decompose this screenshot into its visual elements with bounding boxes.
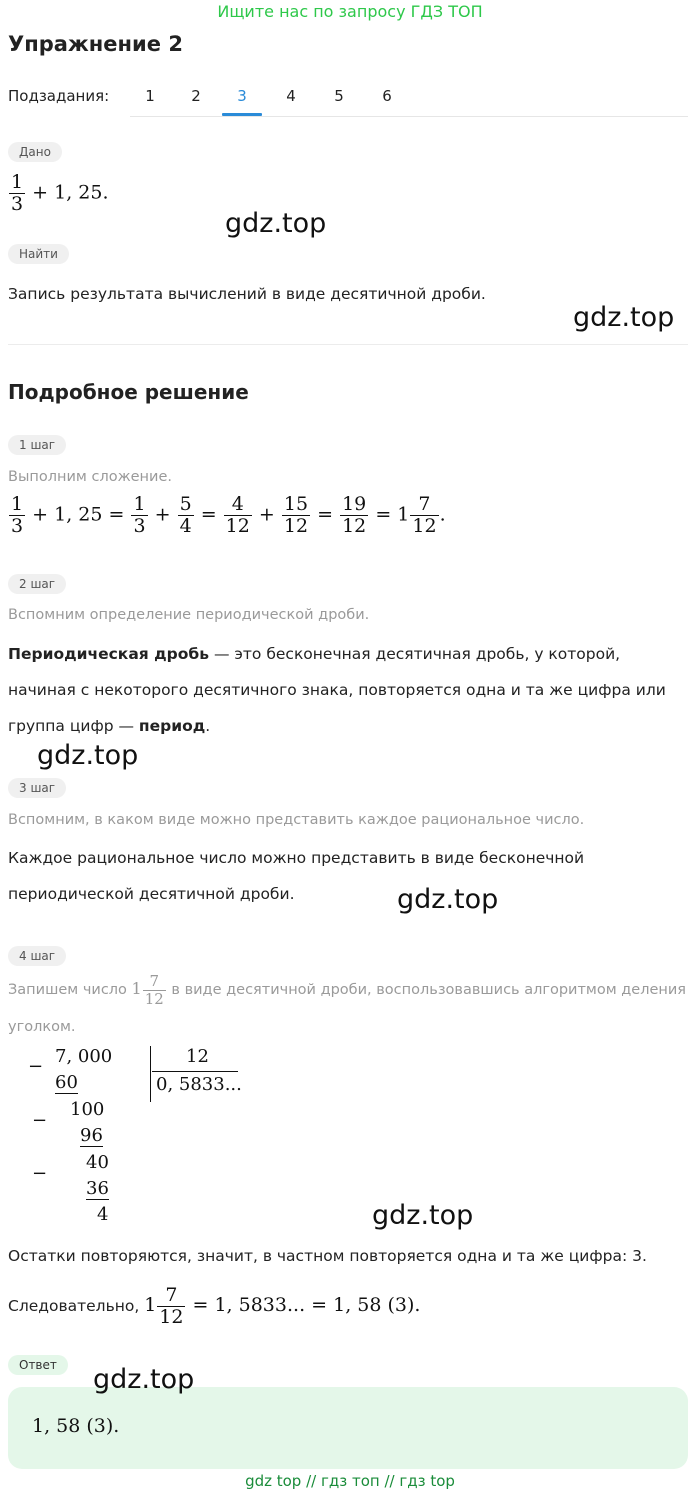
minus-sign: − (32, 1110, 48, 1131)
step-3-text: Каждое рациональное число можно представить в виде бесконечной периодической десятичной дроби. (8, 849, 585, 903)
search-banner: Ищите нас по запросу ГДЗ ТОП (217, 2, 483, 21)
divisor: 12 (186, 1046, 209, 1067)
dividend: 7, 000 (55, 1046, 113, 1067)
tab-subtask-3[interactable]: 3 (237, 87, 247, 105)
footer-separator: // (301, 1472, 321, 1490)
footer-link-gdz-top-ru[interactable]: гдз топ (320, 1472, 380, 1490)
answer-box (8, 1387, 688, 1469)
watermark: gdz.top (225, 208, 327, 239)
footer-links (0, 1472, 700, 1490)
given-fraction: $\frac{1}{3}$ (11, 171, 24, 215)
solution-title: Подробное решение (8, 380, 249, 404)
subtrahend-1: 60 (55, 1072, 78, 1093)
find-badge: Найти (8, 244, 69, 264)
watermark: gdz.top (573, 302, 675, 333)
quotient: 0, 5833... (156, 1074, 242, 1095)
subtasks-label: Подзадания: (8, 87, 110, 105)
step-1-hint: Выполним сложение. (8, 469, 172, 485)
tab-subtask-2[interactable]: 2 (191, 87, 201, 105)
given-badge: Дано (8, 142, 62, 162)
watermark: gdz.top (37, 740, 139, 771)
watermark: gdz.top (372, 1200, 474, 1231)
step-3-badge: 3 шаг (8, 778, 66, 798)
given-expression (8, 172, 108, 215)
tab-subtask-5[interactable]: 5 (334, 87, 344, 105)
footer-link-gdz-top[interactable]: gdz top (245, 1472, 302, 1490)
remainder-3: 4 (97, 1204, 109, 1225)
subtrahend-2: 96 (80, 1125, 103, 1146)
minus-sign: − (32, 1163, 48, 1184)
footer-separator: // (379, 1472, 400, 1490)
step-4-result: Следовательно, 1 $\frac{7}{12}$ = 1, 5833... = 1, 58 (3). (8, 1284, 421, 1328)
step-1-expression: $\frac{1}{3}$ + 1, 25 = $\frac{1}{3}$ + $\frac{5}{4}$ = $\frac{4}{12}$ + $\frac{15}{12}$ = $\frac{19}{12}$ = 1 $\frac{7}{12}$ . (11, 493, 446, 537)
remainder-1: 100 (70, 1099, 105, 1120)
subtasks-tabs (130, 82, 688, 117)
step-4-hint: Запишем число 1 $\frac{7}{12}$ в виде десятичной дроби, воспользовавшись алгоритмом деления (8, 972, 687, 1008)
step-2-definition: Периодическая дробь — это бесконечная десятичная дробь, у которой, начиная с некоторого десятичного знака, повторяется одна и та же цифра или группа цифр — период. (8, 645, 666, 735)
footer-link-gdz-top-mixed[interactable]: гдз top (399, 1472, 455, 1490)
step-4-hint-cont: уголком. (8, 1019, 76, 1035)
remainder-2: 40 (86, 1152, 109, 1173)
answer-badge: Ответ (8, 1355, 68, 1375)
answer-value: 1, 58 (3). (32, 1415, 120, 1437)
active-tab-indicator (222, 113, 262, 116)
term-period: период (138, 717, 206, 735)
minus-sign: − (28, 1056, 44, 1077)
given-expression-rest: + 1, 25. (32, 181, 109, 204)
step-4-badge: 4 шаг (8, 946, 66, 966)
step-2-hint: Вспомним определение периодической дроби. (8, 607, 370, 623)
divisor-line (152, 1071, 238, 1072)
page-title: Упражнение 2 (8, 32, 183, 56)
tab-subtask-1[interactable]: 1 (145, 87, 155, 105)
step-4-conclusion: Остатки повторяются, значит, в частном повторяется одна и та же цифра: 3. (8, 1247, 647, 1265)
watermark: gdz.top (397, 884, 499, 915)
long-division (0, 1044, 300, 1234)
term-periodic-fraction: Периодическая дробь (8, 645, 210, 663)
step-1-badge: 1 шаг (8, 435, 66, 455)
tab-subtask-4[interactable]: 4 (286, 87, 296, 105)
step-3-hint: Вспомним, в каком виде можно представить каждое рациональное число. (8, 812, 585, 828)
step-2-badge: 2 шаг (8, 574, 66, 594)
subtrahend-3: 36 (86, 1178, 109, 1199)
division-bar (150, 1046, 151, 1102)
watermark: gdz.top (93, 1364, 195, 1395)
tab-subtask-6[interactable]: 6 (382, 87, 392, 105)
section-divider (8, 344, 688, 345)
find-text: Запись результата вычислений в виде десятичной дроби. (8, 285, 486, 303)
